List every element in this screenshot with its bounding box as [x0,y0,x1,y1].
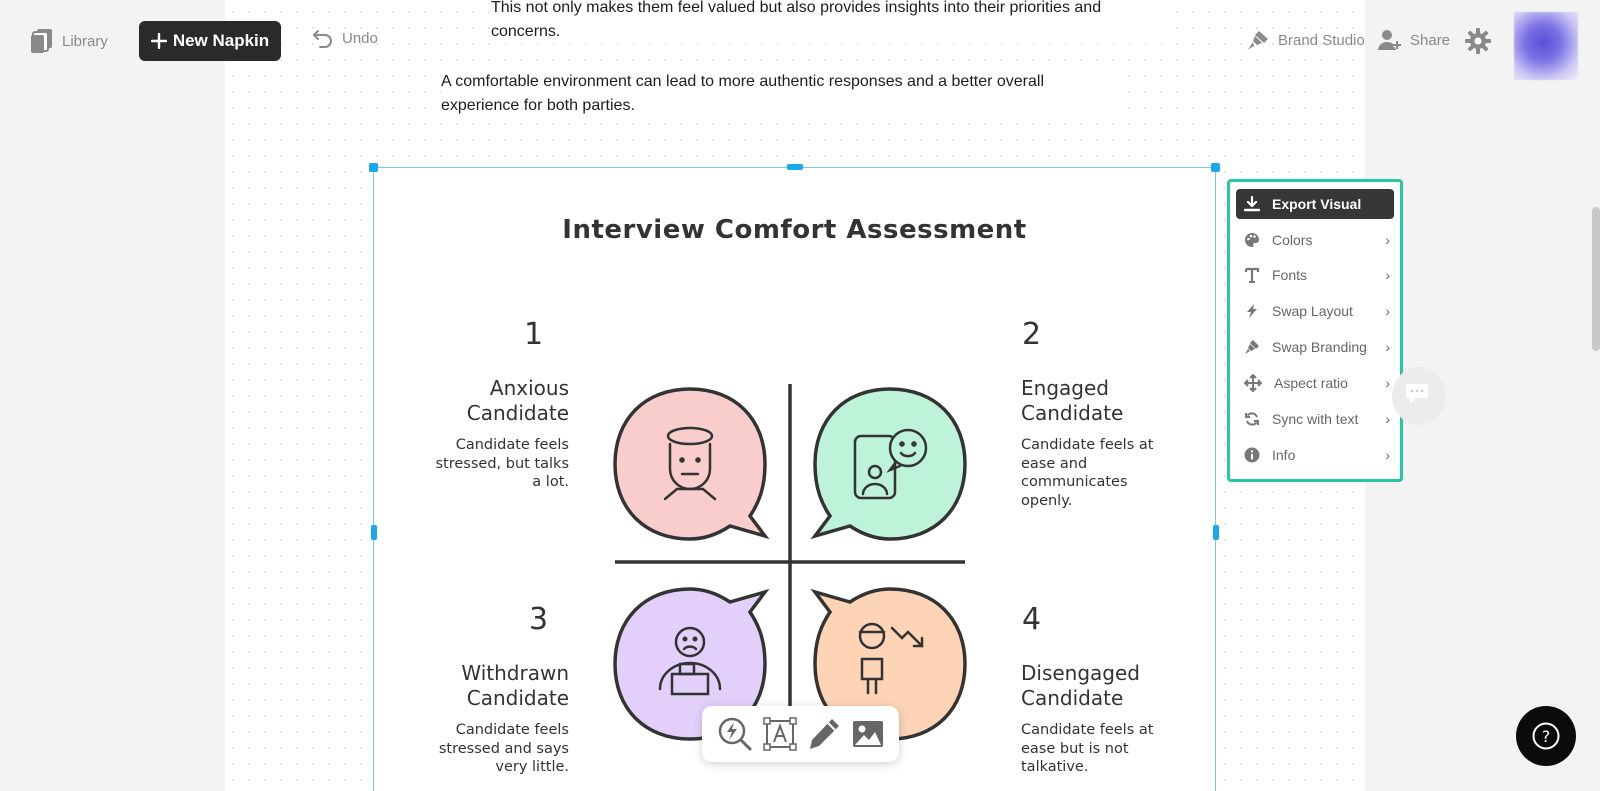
help-button[interactable] [1516,706,1576,766]
visual-frame[interactable] [373,167,1216,791]
quadrant-4-description[interactable] [1021,721,1191,777]
export-visual-button[interactable] [1236,189,1394,219]
text-box-icon[interactable] [763,717,797,751]
library-icon [30,28,54,54]
comment-button[interactable] [1392,367,1446,425]
desc-line: very little. [495,759,569,775]
lightning-icon [1244,303,1260,319]
new-napkin-button[interactable] [139,21,281,61]
quadrant-2-heading[interactable] [1021,376,1191,426]
heading-line: Withdrawn [461,661,569,685]
quadrant-4-heading[interactable] [1021,661,1191,711]
menu-item-colors[interactable] [1236,225,1394,255]
paint-brush-icon [1244,339,1260,355]
chevron-right-icon: › [1385,267,1390,283]
chevron-right-icon: › [1385,339,1390,355]
palette-icon [1244,232,1260,248]
settings-button[interactable] [1465,28,1491,59]
visual-context-menu [1227,179,1403,482]
desc-line: talkative. [1021,759,1089,775]
undo-label: Undo [342,29,378,47]
menu-item-label: Aspect ratio [1274,375,1348,391]
desc-line: Candidate feels [455,722,569,738]
menu-item-label: Fonts [1272,267,1308,283]
menu-item-fonts[interactable] [1236,260,1394,290]
share-label: Share [1410,31,1451,49]
plus-icon [151,33,167,49]
sync-icon [1244,411,1260,427]
resize-handle-left[interactable] [371,525,377,540]
question-icon [1531,721,1561,751]
chevron-right-icon: › [1385,232,1390,248]
heading-line: Engaged [1021,376,1109,400]
brand-studio-label: Brand Studio [1278,31,1365,49]
desc-line: stressed, but talks [435,455,569,472]
chevron-right-icon: › [1385,447,1390,463]
desc-line: Candidate feels [455,437,569,453]
paint-brush-icon [1246,29,1270,51]
resize-handle-top-right[interactable] [1211,163,1220,172]
brand-studio-button[interactable] [1246,29,1365,51]
menu-item-sync-with-text[interactable] [1236,404,1394,434]
quadrant-1-number[interactable]: 1 [524,317,544,352]
menu-item-label: Swap Layout [1272,303,1353,319]
quadrant-1-heading[interactable] [419,376,569,426]
scrollbar-thumb[interactable] [1592,207,1600,351]
resize-handle-top-left[interactable] [369,163,378,172]
menu-item-label: Swap Branding [1272,339,1367,355]
gear-icon [1465,28,1491,54]
desc-line: Candidate feels at [1021,437,1154,453]
heading-line: Candidate [466,686,569,710]
visual-title[interactable]: Interview Comfort Assessment [562,215,1027,245]
desc-line: communicates [1021,474,1128,490]
menu-item-swap-branding[interactable] [1236,332,1394,362]
desc-line: ease but is not [1021,740,1129,757]
undo-button[interactable] [312,28,378,48]
quadrant-2-number[interactable]: 2 [1022,317,1042,352]
desc-line: Candidate feels at [1021,722,1154,738]
move-arrows-icon [1244,374,1262,392]
chevron-right-icon: › [1385,411,1390,427]
chevron-right-icon: › [1385,303,1390,319]
image-icon[interactable] [851,718,885,750]
heading-line: Disengaged [1021,661,1141,685]
add-user-icon [1378,29,1402,51]
text-t-icon [1244,267,1260,283]
resize-handle-top[interactable] [787,164,803,170]
desc-line: ease and [1021,455,1088,472]
avatar[interactable] [1514,12,1578,80]
new-napkin-label: New Napkin [172,31,270,50]
document-paragraph[interactable]: A comfortable environment can lead to more authentic responses and a better overall experience for both parties. [441,70,1121,118]
quadrant-3-description[interactable] [409,721,569,777]
menu-item-aspect-ratio[interactable] [1236,368,1394,398]
comment-icon [1404,381,1430,407]
quadrant-4-number[interactable]: 4 [1022,602,1042,637]
quadrant-2-description[interactable] [1021,436,1191,510]
menu-item-label: Sync with text [1272,411,1359,427]
pen-icon[interactable] [806,716,842,752]
resize-handle-right[interactable] [1213,525,1219,540]
share-button[interactable] [1378,29,1450,51]
library-button[interactable] [30,28,108,54]
document-paragraph[interactable]: This not only makes them feel valued but also provides insights into their priorities and concerns. [491,0,1171,44]
menu-item-label: Colors [1272,232,1313,248]
menu-item-swap-layout[interactable] [1236,296,1394,326]
export-visual-label: Export Visual [1272,196,1362,212]
download-icon [1244,196,1260,212]
desc-line: stressed and says [438,740,569,757]
svg-text:?: ? [1541,727,1551,746]
spark-search-icon[interactable] [716,715,754,753]
menu-item-info[interactable] [1236,440,1394,470]
desc-line: openly. [1021,492,1073,509]
chevron-right-icon: › [1385,375,1390,391]
heading-line: Candidate [1021,686,1124,710]
quadrant-diagram[interactable] [610,384,970,744]
quadrant-1-description[interactable] [409,436,569,492]
library-label: Library [62,32,108,50]
anxious-bubble[interactable] [615,389,765,539]
heading-line: Candidate [466,401,569,425]
quadrant-3-number[interactable]: 3 [529,602,549,637]
visual-toolbar [702,706,899,762]
menu-item-label: Info [1272,447,1296,463]
heading-line: Anxious [489,376,569,400]
desc-line: a lot. [532,474,569,490]
undo-icon [312,28,334,48]
engaged-bubble[interactable] [815,389,965,539]
heading-line: Candidate [1021,401,1124,425]
info-icon [1244,447,1260,463]
quadrant-3-heading[interactable] [409,661,569,711]
